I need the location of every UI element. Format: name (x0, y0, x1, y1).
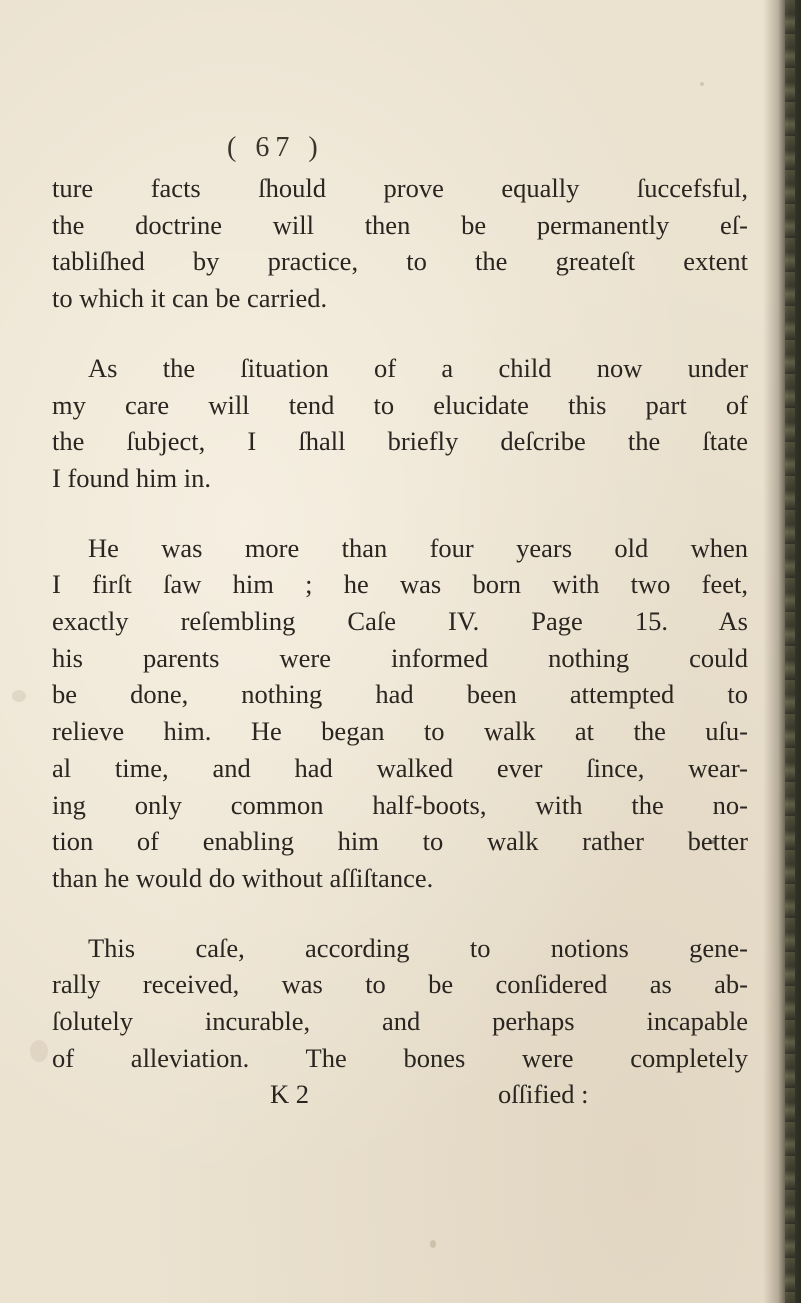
text-line: al time, and had walked ever ſince, wear- (52, 752, 748, 783)
text-line: ſolutely incurable, and perhaps incapable (52, 1006, 748, 1037)
text-line: of alleviation. The bones were completely (52, 1042, 748, 1073)
text-line: He was more than four years old when (88, 532, 748, 563)
paragraph (52, 930, 748, 1077)
catchword: oſſified : (498, 1079, 589, 1110)
text-line: This caſe, according to notions gene- (88, 932, 748, 963)
paper-stain (12, 690, 26, 702)
text-line: relieve him. He began to walk at the uſu- (52, 716, 748, 747)
text-line: ture facts ſhould prove equally ſuccefsful, (52, 173, 748, 203)
spine-binding (785, 0, 795, 1303)
text-line: be done, nothing had been attempted to (52, 679, 748, 710)
text-line: to which it can be carried. (52, 283, 328, 314)
book-spine-edge (763, 0, 801, 1303)
paragraph (52, 170, 748, 317)
text-line: the doctrine will then be permanently eſ- (52, 209, 748, 240)
paper-speck (700, 82, 704, 86)
text-line: his parents were informed nothing could (52, 642, 748, 673)
text-line: As the ſituation of a child now under (88, 352, 748, 383)
text-line: I found him in. (52, 462, 211, 493)
text-line: the ſubject, I ſhall briefly deſcribe the ſtate (52, 426, 748, 457)
text-line: tabliſhed by practice, to the greateſt extent (52, 246, 748, 277)
body-text (52, 170, 748, 1113)
signature-mark: K 2 (270, 1079, 310, 1110)
text-line: ing only common half-boots, with the no- (52, 789, 748, 820)
text-line: than he would do without aſſiſtance. (52, 862, 434, 893)
text-line: exactly reſembling Caſe IV. Page 15. As (52, 606, 748, 637)
page-footer (52, 1076, 748, 1113)
paragraph (52, 350, 748, 497)
paper-stain (30, 1040, 48, 1062)
text-line: my care will tend to elucidate this part of (52, 389, 748, 420)
paragraph (52, 530, 748, 897)
text-line: rally received, was to be conſidered as ab- (52, 969, 748, 1000)
text-line: I firſt ſaw him ; he was born with two feet, (52, 569, 748, 600)
text-line: tion of enabling him to walk rather better (52, 826, 748, 857)
page-number-header: ( 67 ) (227, 132, 324, 163)
paper-speck (430, 1240, 436, 1248)
